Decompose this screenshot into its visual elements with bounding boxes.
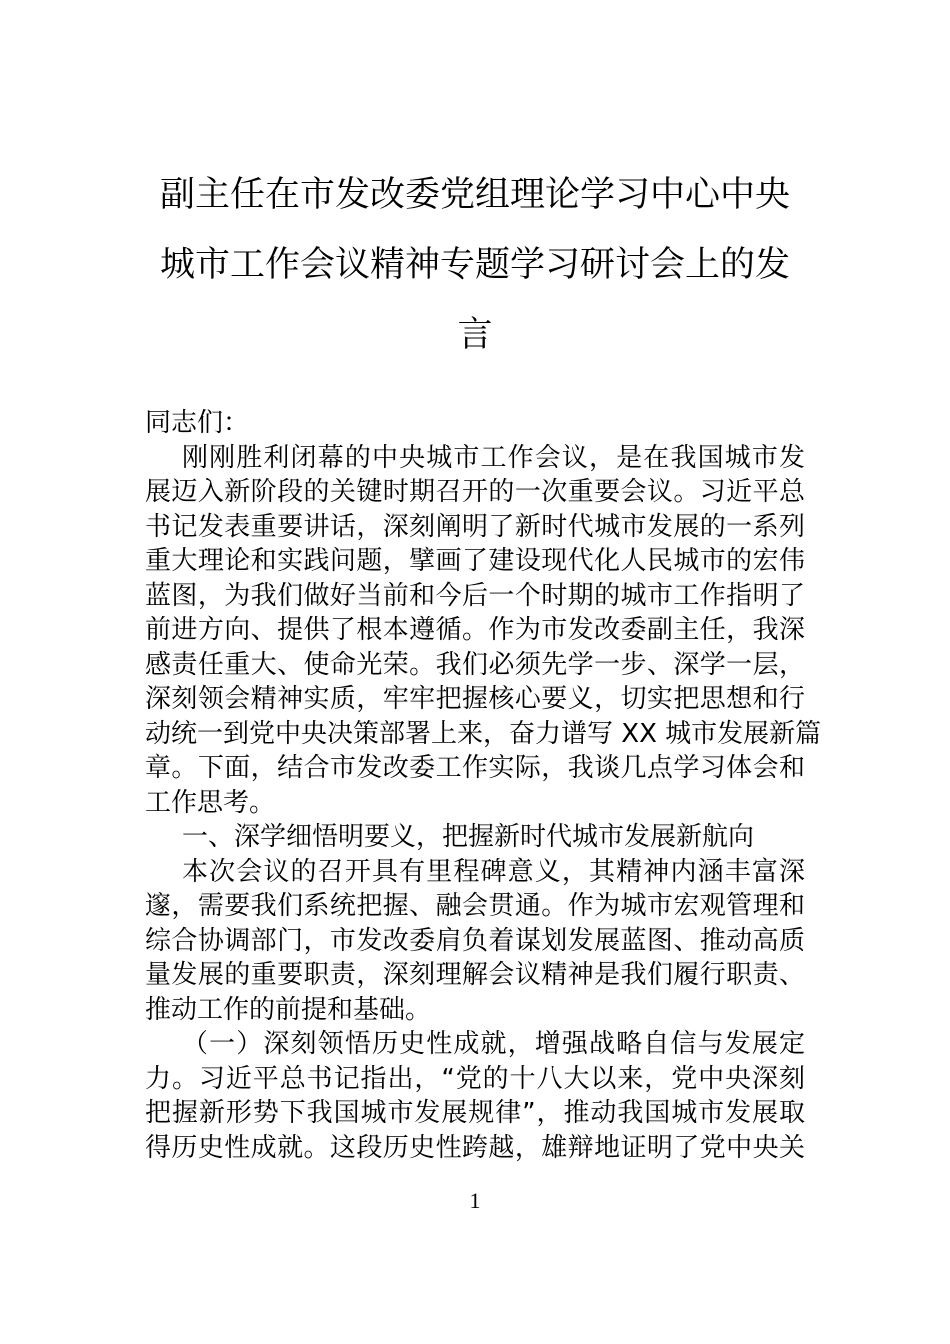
body-line: 书记发表重要讲话，深刻阐明了新时代城市发展的一系列 (145, 511, 805, 542)
body-line: 量发展的重要职责，深刻理解会议精神是我们履行职责、 (145, 960, 805, 990)
body-line: 深刻领会精神实质，牢牢把握核心要义，切实把思想和行 (145, 684, 805, 714)
body-line: 刚刚胜利闭幕的中央城市工作会议，是在我国城市发 (182, 442, 805, 473)
body-line: 重大理论和实践问题，擘画了建设现代化人民城市的宏伟 (145, 546, 805, 576)
body-line: 把握新形势下我国城市发展规律”，推动我国城市发展取 (145, 1098, 805, 1128)
body-line: 邃，需要我们系统把握、融会贯通。作为城市宏观管理和 (145, 891, 805, 921)
title-line: 城市工作会议精神专题学习研讨会上的发 (159, 245, 790, 285)
body-line: 前进方向、提供了根本遵循。作为市发改委副主任，我深 (145, 615, 805, 645)
body-line: 得历史性成就。这段历史性跨越，雄辩地证明了党中央关 (145, 1132, 805, 1163)
section-heading: 一、深学细悟明要义，把握新时代城市发展新航向 (182, 822, 755, 852)
title-line: 言 (457, 315, 493, 355)
page-number: 1 (469, 1188, 481, 1213)
body-line: 同志们： (145, 408, 250, 438)
body-line: 本次会议的召开具有里程碑意义，其精神内涵丰富深 (182, 856, 805, 887)
body-line: 力。习近平总书记指出，“党的十八大以来，党中央深刻 (145, 1063, 805, 1094)
body-line: 工作思考。 (145, 787, 276, 818)
body-line: 展迈入新阶段的关键时期召开的一次重要会议。习近平总 (145, 477, 805, 507)
body-line: （一）深刻领悟历史性成就，增强战略自信与发展定 (182, 1029, 805, 1059)
title-line: 副主任在市发改委党组理论学习中心中央 (159, 175, 790, 215)
body-line: 章。下面，结合市发改委工作实际，我谈几点学习体会和 (145, 753, 805, 783)
body-line: 综合协调部门，市发改委肩负着谋划发展蓝图、推动高质 (145, 925, 805, 956)
body-line: 感责任重大、使命光荣。我们必须先学一步、深学一层， (145, 649, 805, 680)
body-line: 蓝图，为我们做好当前和今后一个时期的城市工作指明了 (145, 580, 805, 611)
body-line: 推动工作的前提和基础。 (145, 994, 432, 1025)
body-line: 动统一到党中央决策部署上来，奋力谱写 XX 城市发展新篇 (145, 718, 822, 749)
